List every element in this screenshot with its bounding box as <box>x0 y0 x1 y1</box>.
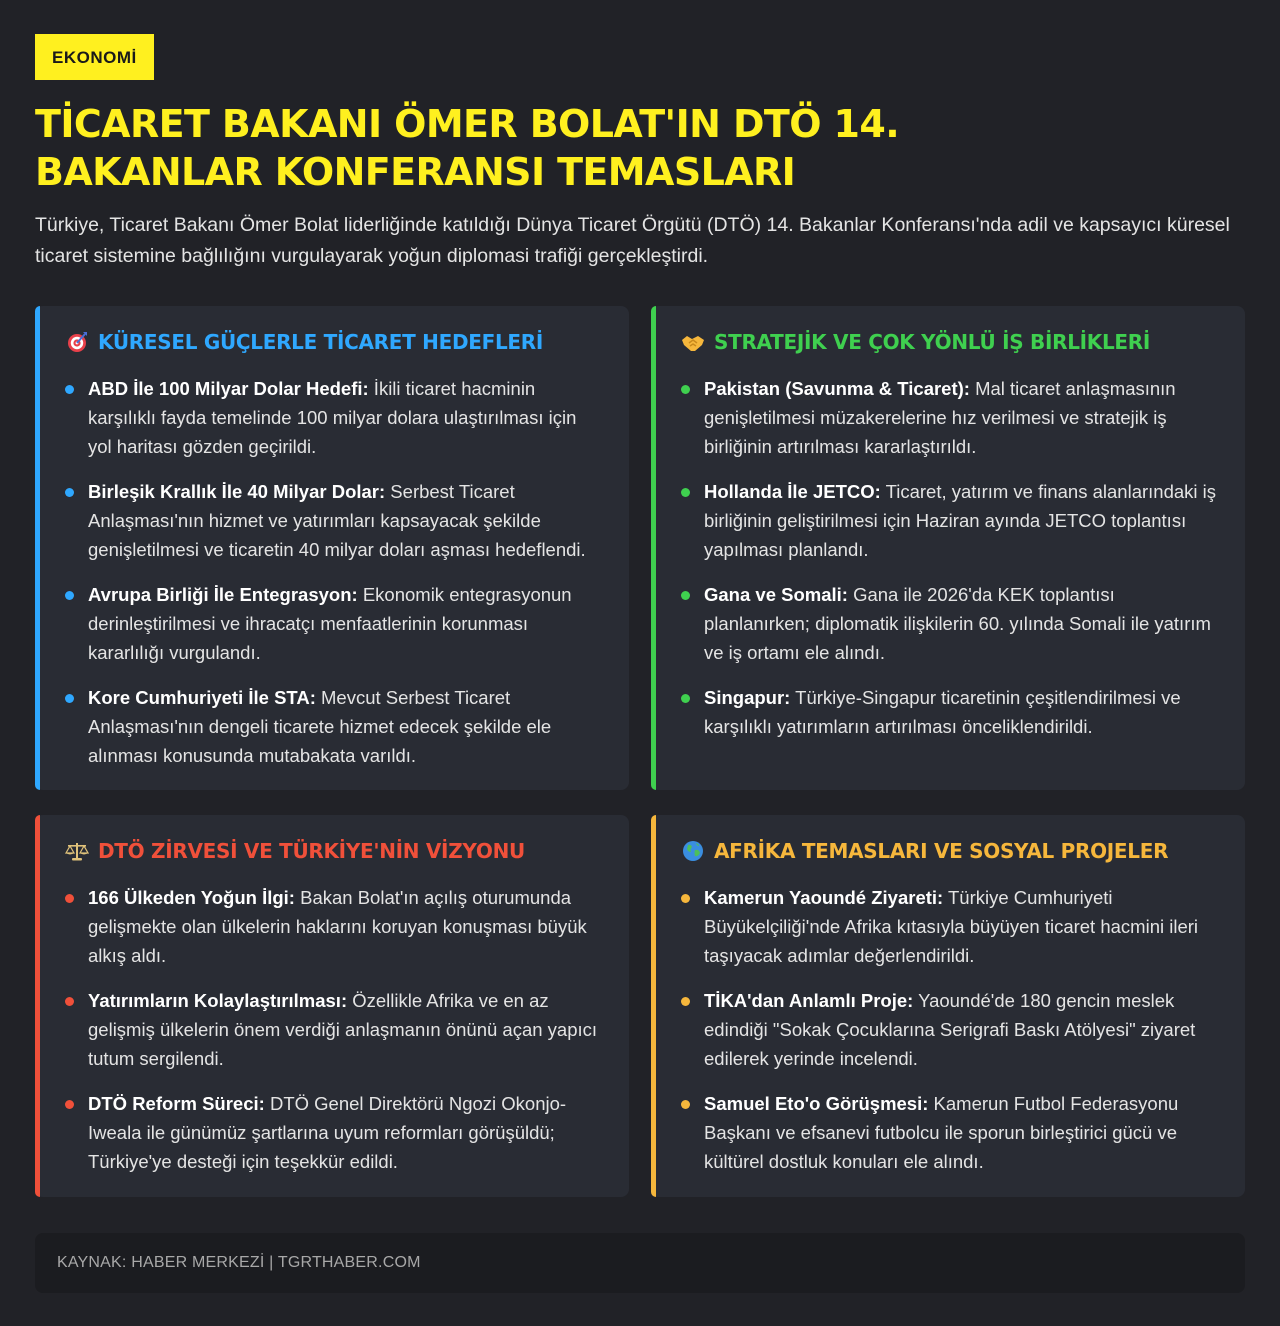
item-text: Serbest Ticaret Anlaşması'nın hizmet ve yatırımları kapsayacak şekilde genişletilmesi ve ticaretin 40 milyar doları aşması hedeflendi. <box>88 481 586 560</box>
bullet-icon <box>681 591 690 600</box>
card-list <box>65 883 605 1176</box>
intro-paragraph: Türkiye, Ticaret Bakanı Ömer Bolat liderliğinde katıldığı Dünya Ticaret Örgütü (DTÖ) 14. Bakanlar Konferansı'nda adil ve kapsayıcı küresel ticaret sistemine bağlılığını vurgulayarak yoğun diplomasi trafiği gerçekleştirdi. <box>35 214 1230 267</box>
card-global-trade <box>35 306 629 790</box>
card-title-text: AFRİKA TEMASLARI VE SOSYAL PROJELER <box>714 839 1169 863</box>
card-africa-contacts <box>651 815 1245 1197</box>
card-title <box>65 837 605 865</box>
list-item <box>681 1089 1221 1176</box>
list-item <box>681 986 1221 1073</box>
item-heading: ABD İle 100 Milyar Dolar Hedefi: <box>88 378 369 399</box>
list-item <box>65 374 605 461</box>
scales-icon <box>65 839 89 863</box>
item-heading: Birleşik Krallık İle 40 Milyar Dolar: <box>88 481 386 502</box>
handshake-icon <box>681 330 705 354</box>
bullet-icon <box>681 997 690 1006</box>
target-icon <box>65 330 89 354</box>
item-heading: 166 Ülkeden Yoğun İlgi: <box>88 887 295 908</box>
card-title <box>681 328 1221 356</box>
item-text: DTÖ Genel Direktörü Ngozi Okonjo-Iweala ile günümüz şartlarına uyum reformları görüşüldü; Türkiye'ye desteği için teşekkür edildi. <box>88 1093 567 1172</box>
item-heading: Yatırımların Kolaylaştırılması: <box>88 990 348 1011</box>
bullet-icon <box>65 488 74 497</box>
item-heading: Gana ve Somali: <box>704 584 848 605</box>
card-list <box>681 883 1221 1176</box>
card-strategic-partnerships <box>651 306 1245 790</box>
item-heading: Pakistan (Savunma & Ticaret): <box>704 378 970 399</box>
list-item <box>65 986 605 1073</box>
bullet-icon <box>65 894 74 903</box>
item-heading: Kore Cumhuriyeti İle STA: <box>88 687 316 708</box>
item-heading: Kamerun Yaoundé Ziyareti: <box>704 887 944 908</box>
item-heading: Singapur: <box>704 687 791 708</box>
card-wto-summit <box>35 815 629 1197</box>
category-tag: EKONOMİ <box>35 34 154 80</box>
bullet-icon <box>65 385 74 394</box>
item-text: İkili ticaret hacminin karşılıklı fayda temelinde 100 milyar dolara ulaştırılması için yol haritası gözden geçirildi. <box>88 378 577 457</box>
card-title-text: KÜRESEL GÜÇLERLE TİCARET HEDEFLERİ <box>98 330 544 354</box>
card-title-text: STRATEJİK VE ÇOK YÖNLÜ İŞ BİRLİKLERİ <box>714 330 1151 354</box>
item-heading: Avrupa Birliği İle Entegrasyon: <box>88 584 358 605</box>
list-item <box>65 477 605 564</box>
page-title: TİCARET BAKANI ÖMER BOLAT'IN DTÖ 14. BAKANLAR KONFERANSI TEMASLARI <box>35 102 900 194</box>
bullet-icon <box>681 894 690 903</box>
list-item <box>65 580 605 667</box>
bullet-icon <box>681 1100 690 1109</box>
bullet-icon <box>681 385 690 394</box>
item-text: Bakan Bolat'ın açılış oturumunda gelişmekte olan ülkelerin haklarını koruyan konuşması büyük alkış aldı. <box>88 887 587 966</box>
list-item <box>681 580 1221 667</box>
list-item <box>65 683 605 770</box>
bullet-icon <box>681 694 690 703</box>
item-heading: TİKA'dan Anlamlı Proje: <box>704 990 914 1011</box>
item-text: Özellikle Afrika ve en az gelişmiş ülkelerin önem verdiği anlaşmanın önünü açan yapıcı tutum sergilendi. <box>88 990 598 1069</box>
card-title-text: DTÖ ZİRVESİ VE TÜRKİYE'NİN VİZYONU <box>98 839 525 863</box>
item-text: Türkiye Cumhuriyeti Büyükelçiliği'nde Afrika kıtasıyla büyüyen ticaret hacmini ileri taşıyacak adımlar değerlendirildi. <box>704 887 1199 966</box>
globe-icon <box>681 839 705 863</box>
bullet-icon <box>65 1100 74 1109</box>
bullet-icon <box>65 694 74 703</box>
card-list <box>681 374 1221 741</box>
list-item <box>681 883 1221 970</box>
list-item <box>681 374 1221 461</box>
list-item <box>681 477 1221 564</box>
item-text: Mal ticaret anlaşmasının genişletilmesi müzakerelerine hız verilmesi ve stratejik iş birliğinin artırılması kararlaştırıldı. <box>704 378 1176 457</box>
list-item <box>65 1089 605 1176</box>
item-heading: Samuel Eto'o Görüşmesi: <box>704 1093 929 1114</box>
item-text: Kamerun Futbol Federasyonu Başkanı ve efsanevi futbolcu ile sporun birleştirici gücü ve kültürel dostluk konuları ele alındı. <box>704 1093 1179 1172</box>
item-text: Yaoundé'de 180 gencin meslek edindiği "Sokak Çocuklarına Serigrafi Baskı Atölyesi" ziyaret edilerek yerinde incelendi. <box>704 990 1196 1069</box>
item-text: Türkiye-Singapur ticaretinin çeşitlendirilmesi ve karşılıklı yatırımların artırılması önceliklendirildi. <box>704 687 1181 737</box>
item-text: Mevcut Serbest Ticaret Anlaşması'nın dengeli ticarete hizmet edecek şekilde ele alınması konusunda mutabakata varıldı. <box>88 687 552 766</box>
item-text: Gana ile 2026'da KEK toplantısı planlanırken; diplomatik ilişkilerin 60. yılında Somali ile yatırım ve iş ortamı ele alındı. <box>704 584 1211 663</box>
card-title <box>65 328 605 356</box>
bullet-icon <box>681 488 690 497</box>
item-text: Ekonomik entegrasyonun derinleştirilmesi ve ihracatçı menfaatlerinin korunması kararlılığı vurgulandı. <box>88 584 572 663</box>
list-item <box>65 883 605 970</box>
source-footer <box>35 1233 1245 1293</box>
bullet-icon <box>65 591 74 600</box>
item-heading: DTÖ Reform Süreci: <box>88 1093 265 1114</box>
card-title <box>681 837 1221 865</box>
source-text: KAYNAK: HABER MERKEZİ | TGRTHABER.COM <box>57 1254 421 1271</box>
bullet-icon <box>65 997 74 1006</box>
card-list <box>65 374 605 770</box>
list-item <box>681 683 1221 741</box>
item-text: Ticaret, yatırım ve finans alanlarındaki iş birliğinin geliştirilmesi için Haziran ayında JETCO toplantısı yapılması planlandı. <box>704 481 1217 560</box>
item-heading: Hollanda İle JETCO: <box>704 481 881 502</box>
